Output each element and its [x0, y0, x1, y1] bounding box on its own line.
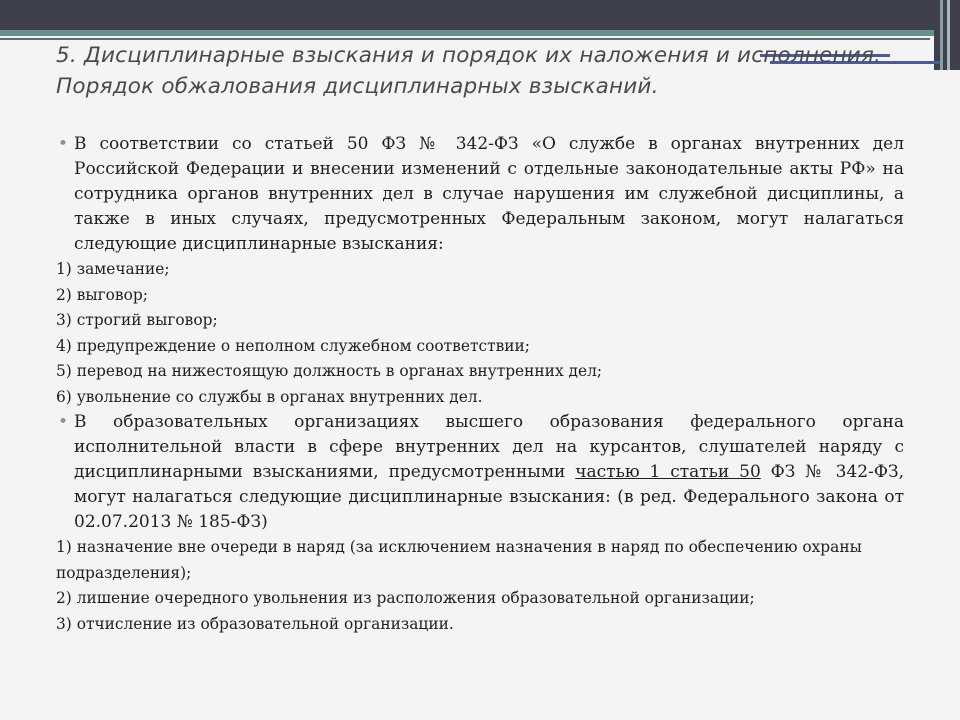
list-item: 5) перевод на нижестоящую должность в органах внутренних дел;: [56, 362, 603, 380]
list-item: 4) предупреждение о неполном служебном соответствии;: [56, 336, 530, 355]
list-item: 3) строгий выговор;: [56, 311, 218, 329]
bullet-paragraph-1: [58, 132, 904, 257]
list-item: 1) замечание;: [56, 260, 170, 278]
penalty-list-2: [58, 535, 904, 637]
bullet-icon: •: [58, 412, 69, 432]
bullet-text-after: ФЗ № 342-ФЗ, могут налагаться следующие дисциплинарные взыскания: (в ред. Федерального закона от 02.07.2013 № 185-ФЗ): [74, 462, 904, 532]
list-item: 2) лишение очередного увольнения из расположения образовательной организации;: [56, 589, 755, 607]
top-bar: [0, 0, 960, 30]
bullet-text: В соответствии со статьей 50 ФЗ № 342-ФЗ «О службе в органах внутренних дел Российской Федерации и внесении изменений с отдельные законодательные акты РФ» на сотрудника органов внутренних дел в случае нарушения им служебной дисциплины, а также в иных случаях, предусмотренных Федеральным законом, могут налагаться следующие дисциплинарные взыскания:: [74, 134, 904, 254]
penalty-list-1: [58, 257, 904, 410]
slide-content: [58, 132, 904, 637]
bullet-text-before: В образовательных организациях высшего образования федерального органа исполнительной власти в сфере внутренних дел на курсантов, слушателей наряду с дисциплинарными взысканиями, предусмотренными: [74, 412, 904, 482]
list-item: 6) увольнение со службы в органах внутренних дел.: [56, 387, 483, 406]
bullet-icon: •: [58, 134, 69, 154]
list-item: 1) назначение вне очереди в наряд (за исключением назначения в наряд по обеспечению охраны подразделения);: [56, 538, 862, 582]
corner-decoration: [934, 0, 960, 70]
list-item: 3) отчисление из образовательной организации.: [56, 614, 454, 633]
list-item: 2) выговор;: [56, 285, 148, 304]
teal-stripe: [0, 30, 960, 36]
law-reference-link[interactable]: частью 1 статьи 50: [575, 462, 761, 482]
bullet-paragraph-2: [58, 410, 904, 535]
slide-title: 5. Дисциплинарные взыскания и порядок их наложения и исполнения. Порядок обжалования дисциплинарных взысканий.: [56, 43, 882, 99]
